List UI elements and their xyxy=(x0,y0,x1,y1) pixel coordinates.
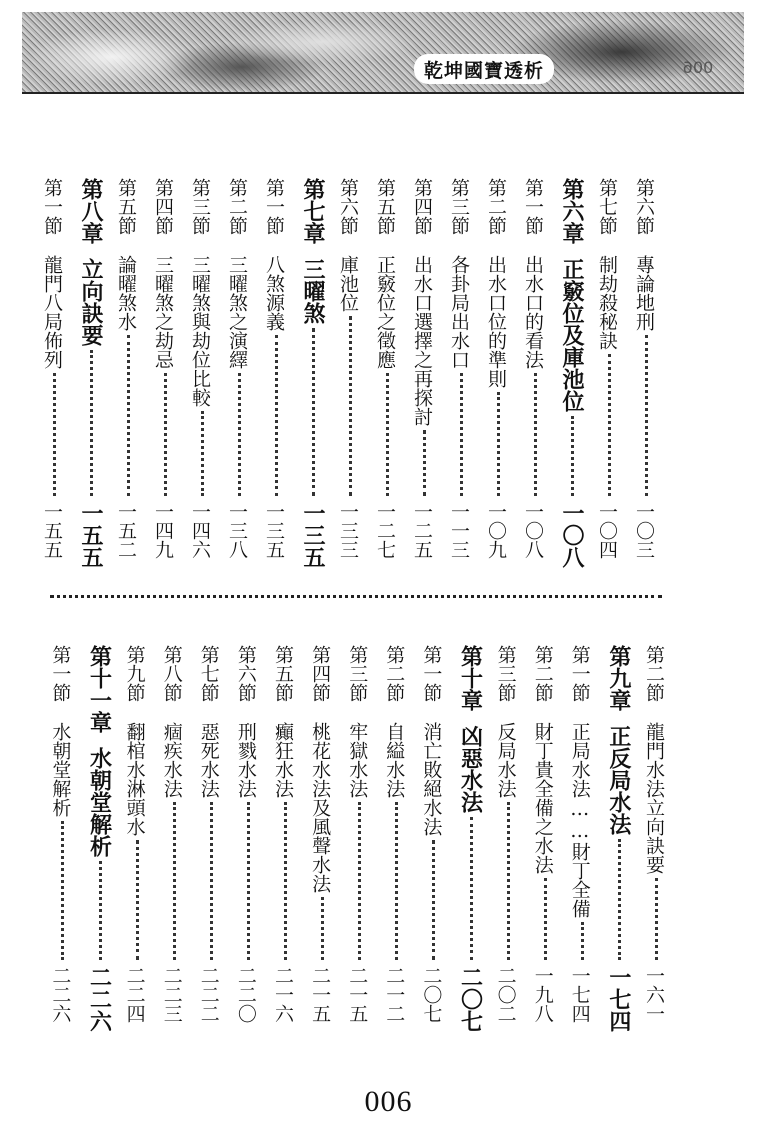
toc-page-number: 一三三 xyxy=(337,502,359,559)
toc-entry-title: 翻棺水淋頭水 xyxy=(123,722,146,836)
toc-entry-label: 第六節 xyxy=(337,178,359,235)
dot-leader xyxy=(645,335,648,496)
toc-entry-title: 正反局水法 xyxy=(605,725,632,835)
dot-leader xyxy=(164,373,167,496)
book-title: 乾坤國寶透析 xyxy=(414,54,554,84)
toc-chapter-entry[interactable] xyxy=(458,645,484,813)
toc-entry-title: 刑戮水法 xyxy=(234,722,257,798)
toc-entry-label: 第一節 xyxy=(522,178,544,235)
dot-leader xyxy=(655,878,658,960)
toc-entry-title: 出水口的看法 xyxy=(522,255,544,369)
toc-entry-label: 第一節 xyxy=(41,178,63,235)
toc-entry-label: 第八章 xyxy=(78,178,104,244)
toc-entry-label: 第一節 xyxy=(420,645,443,702)
toc-entry-label: 第六節 xyxy=(633,178,655,235)
toc-page-number: 二二四 xyxy=(123,966,146,1023)
toc-page-number: 一五二 xyxy=(115,502,137,559)
toc-entry-title: 癲狂水法 xyxy=(272,722,294,798)
toc-page-number: 一四九 xyxy=(152,502,174,559)
toc-entry-title: 出水口位的準則 xyxy=(485,255,507,388)
toc-entry-label: 第八節 xyxy=(160,645,183,702)
dot-leader xyxy=(312,328,315,496)
toc-entry-label: 第一節 xyxy=(263,178,285,235)
toc-entry-label: 第一節 xyxy=(49,645,72,702)
toc-section-entry[interactable] xyxy=(263,178,285,331)
toc-page-number: 一七四 xyxy=(605,966,632,1032)
dot-leader xyxy=(284,802,287,960)
toc-page-number: 一〇四 xyxy=(596,502,618,559)
toc-section-entry[interactable] xyxy=(152,178,174,369)
dot-leader xyxy=(618,839,621,960)
toc-entry-label: 第五節 xyxy=(115,178,137,235)
toc-page-number: 一七四 xyxy=(568,966,591,1023)
dot-leader xyxy=(127,335,130,496)
dot-leader xyxy=(349,316,352,496)
toc-section-entry[interactable] xyxy=(124,645,146,836)
toc-page-number: 二二六 xyxy=(86,966,113,1032)
toc-entry-label: 第二節 xyxy=(226,178,248,235)
toc-page-number: 二〇二 xyxy=(494,966,517,1023)
toc-entry-label: 第二節 xyxy=(531,645,554,702)
toc-page-number: 一四六 xyxy=(189,502,211,559)
toc-chapter-entry[interactable] xyxy=(300,178,326,324)
toc-entry-title: 正局水法……財丁全備 xyxy=(568,722,591,918)
toc-page-number: 一三五 xyxy=(300,502,326,568)
toc-entry-label: 第六章 xyxy=(559,178,585,244)
toc-entry-title: 三曜煞之演繹 xyxy=(226,255,248,369)
toc-section-entry[interactable] xyxy=(374,178,396,369)
toc-section-entry[interactable] xyxy=(309,645,331,893)
toc-page-number: 一三八 xyxy=(226,502,248,559)
toc-entry-title: 庫池位 xyxy=(337,255,359,312)
toc-page-number: 二二〇 xyxy=(234,966,257,1023)
toc-page-number: 一〇八 xyxy=(522,502,544,559)
dot-leader xyxy=(470,817,473,960)
toc-entry-label: 第三節 xyxy=(494,645,517,702)
dot-leader xyxy=(247,802,250,960)
toc-section-entry[interactable] xyxy=(189,178,211,407)
header-banner xyxy=(22,12,744,94)
toc-section-entry[interactable] xyxy=(41,178,63,369)
toc-page-number: 二〇七 xyxy=(457,966,484,1032)
dot-leader xyxy=(507,802,510,960)
dot-leader xyxy=(460,373,463,496)
toc-entry-title: 痼疾水法 xyxy=(160,722,183,798)
toc-entry-label: 第九節 xyxy=(123,645,146,702)
toc-entry-title: 專論地刑 xyxy=(633,255,655,331)
toc-entry-label: 第三節 xyxy=(346,645,369,702)
toc-section-entry[interactable] xyxy=(226,178,248,369)
toc-page-number: 一二七 xyxy=(374,502,396,559)
toc-page-number: 一六一 xyxy=(643,966,665,1023)
toc-section-entry[interactable] xyxy=(235,645,257,798)
toc-page-number: 二一五 xyxy=(309,966,332,1023)
toc-entry-title: 立向訣要 xyxy=(78,258,104,346)
toc-entry-title: 龍門八局佈列 xyxy=(41,255,63,369)
toc-entry-label: 第六節 xyxy=(234,645,257,702)
toc-section-entry[interactable] xyxy=(532,645,554,874)
toc-entry-title: 三曜煞與劫位比較 xyxy=(189,255,211,407)
toc-page-number: 二一六 xyxy=(272,966,294,1023)
toc-section-entry[interactable] xyxy=(633,178,655,331)
dot-leader xyxy=(544,878,547,960)
toc-entry-title: 自縊水法 xyxy=(383,722,406,798)
toc-entry-title: 財丁貴全備之水法 xyxy=(531,722,554,874)
toc-entry-label: 第三節 xyxy=(448,178,470,235)
toc-entry-title: 水朝堂解析 xyxy=(49,722,72,817)
toc-entry-label: 第七節 xyxy=(596,178,618,235)
toc-section-entry[interactable] xyxy=(272,645,294,798)
dot-leader xyxy=(395,802,398,960)
toc-page-number: 一〇三 xyxy=(633,502,655,559)
toc-page-number: 二二六 xyxy=(49,966,72,1023)
toc-page-number: 一二五 xyxy=(411,502,433,559)
toc-entry-title: 龍門水法立向訣要 xyxy=(643,722,665,874)
toc-entry-label: 第二節 xyxy=(643,645,665,702)
toc-page-number: 一〇九 xyxy=(485,502,507,559)
toc-entry-title: 凶惡水法 xyxy=(457,725,484,813)
toc-section-entry[interactable] xyxy=(569,645,591,918)
toc-page-number: 一三五 xyxy=(263,502,285,559)
toc-section-entry[interactable] xyxy=(522,178,544,369)
dot-leader xyxy=(358,802,361,960)
toc-entry-title: 制劫殺秘訣 xyxy=(596,255,618,350)
toc-entry-title: 出水口選擇之再探討 xyxy=(411,255,433,426)
dot-leader xyxy=(238,373,241,496)
toc-entry-title: 正竅位之徵應 xyxy=(374,255,396,369)
toc-chapter-entry[interactable] xyxy=(87,645,113,857)
toc-page-number: 一五五 xyxy=(78,502,104,568)
dot-leader xyxy=(173,802,176,960)
toc-entry-title: 八煞源義 xyxy=(263,255,285,331)
toc-entry-label: 第九章 xyxy=(605,645,632,711)
toc-entry-label: 第三節 xyxy=(189,178,211,235)
dot-leader xyxy=(201,411,204,496)
toc-page-number: 二一五 xyxy=(346,966,369,1023)
toc-entry-title: 消亡敗絕水法 xyxy=(420,722,443,836)
toc-entry-title: 論曜煞水 xyxy=(115,255,137,331)
dot-leader xyxy=(432,840,435,960)
dot-leader xyxy=(386,373,389,496)
toc-entry-label: 第二節 xyxy=(383,645,406,702)
toc-entry-title: 水朝堂解析 xyxy=(86,747,113,857)
toc-entry-label: 第七章 xyxy=(300,178,326,244)
toc-section-entry[interactable] xyxy=(643,645,665,874)
dot-leader xyxy=(210,802,213,960)
toc-section-entry[interactable] xyxy=(337,178,359,312)
toc-entry-label: 第一節 xyxy=(568,645,591,702)
toc-section-entry[interactable] xyxy=(49,645,71,817)
toc-section-entry[interactable] xyxy=(596,178,618,350)
toc-entry-title: 三曜煞之劫忌 xyxy=(152,255,174,369)
toc-entry-label: 第二節 xyxy=(485,178,507,235)
toc-section-entry[interactable] xyxy=(383,645,405,798)
toc-section-entry[interactable] xyxy=(495,645,517,798)
dot-leader xyxy=(497,392,500,496)
dot-leader xyxy=(321,897,324,960)
toc-section-entry[interactable] xyxy=(346,645,368,798)
toc-section-entry[interactable] xyxy=(448,178,470,369)
toc-chapter-entry[interactable] xyxy=(606,645,632,835)
toc-entry-label: 第五節 xyxy=(374,178,396,235)
dot-leader xyxy=(275,335,278,496)
toc-page-number: 一〇八 xyxy=(559,502,585,568)
toc-chapter-entry[interactable] xyxy=(78,178,104,346)
toc-section-entry[interactable] xyxy=(161,645,183,798)
toc-page-number: 二二二 xyxy=(197,966,220,1023)
toc-entry-label: 第十章 xyxy=(457,645,484,711)
dot-leader xyxy=(423,430,426,496)
toc-page-number: 一一三 xyxy=(448,502,470,559)
toc-entry-label: 第十一章 xyxy=(86,645,113,733)
toc-section-entry[interactable] xyxy=(115,178,137,331)
toc-entry-label: 第五節 xyxy=(272,645,294,702)
toc-entry-title: 正竅位及庫池位 xyxy=(559,258,585,412)
toc-entry-title: 惡死水法 xyxy=(197,722,220,798)
dot-leader xyxy=(99,861,102,960)
toc-entry-title: 反局水法 xyxy=(494,722,517,798)
dot-leader xyxy=(608,354,611,496)
toc-entry-title: 三曜煞 xyxy=(300,258,326,324)
toc-section-entry[interactable] xyxy=(198,645,220,798)
toc-page-number: 一九八 xyxy=(531,966,554,1023)
toc-page-number: 二二三 xyxy=(160,966,183,1023)
toc-page-number: 一五五 xyxy=(41,502,63,559)
dot-leader xyxy=(571,416,574,496)
toc-section-entry[interactable] xyxy=(411,178,433,426)
toc-chapter-entry[interactable] xyxy=(559,178,585,412)
toc-entry-label: 第四節 xyxy=(152,178,174,235)
toc-entry-title: 桃花水法及風聲水法 xyxy=(309,722,332,893)
header-mirrored-number: 006 xyxy=(682,58,714,77)
dot-leader xyxy=(534,373,537,496)
page-number: 006 xyxy=(364,1085,413,1118)
dot-leader xyxy=(53,373,56,496)
toc-entry-label: 第四節 xyxy=(309,645,332,702)
toc-entry-title: 牢獄水法 xyxy=(346,722,369,798)
toc-entry-label: 第七節 xyxy=(197,645,220,702)
toc-section-entry[interactable] xyxy=(485,178,507,388)
dot-leader xyxy=(61,821,64,960)
toc-entry-title: 各卦局出水口 xyxy=(448,255,470,369)
dot-leader xyxy=(581,922,584,960)
toc-page-number: 二〇七 xyxy=(420,966,443,1023)
toc-section-entry[interactable] xyxy=(420,645,442,836)
dot-leader xyxy=(90,350,93,496)
toc-entry-label: 第四節 xyxy=(411,178,433,235)
section-divider xyxy=(50,595,662,598)
dot-leader xyxy=(136,840,139,960)
toc-page-number: 二一二 xyxy=(383,966,406,1023)
